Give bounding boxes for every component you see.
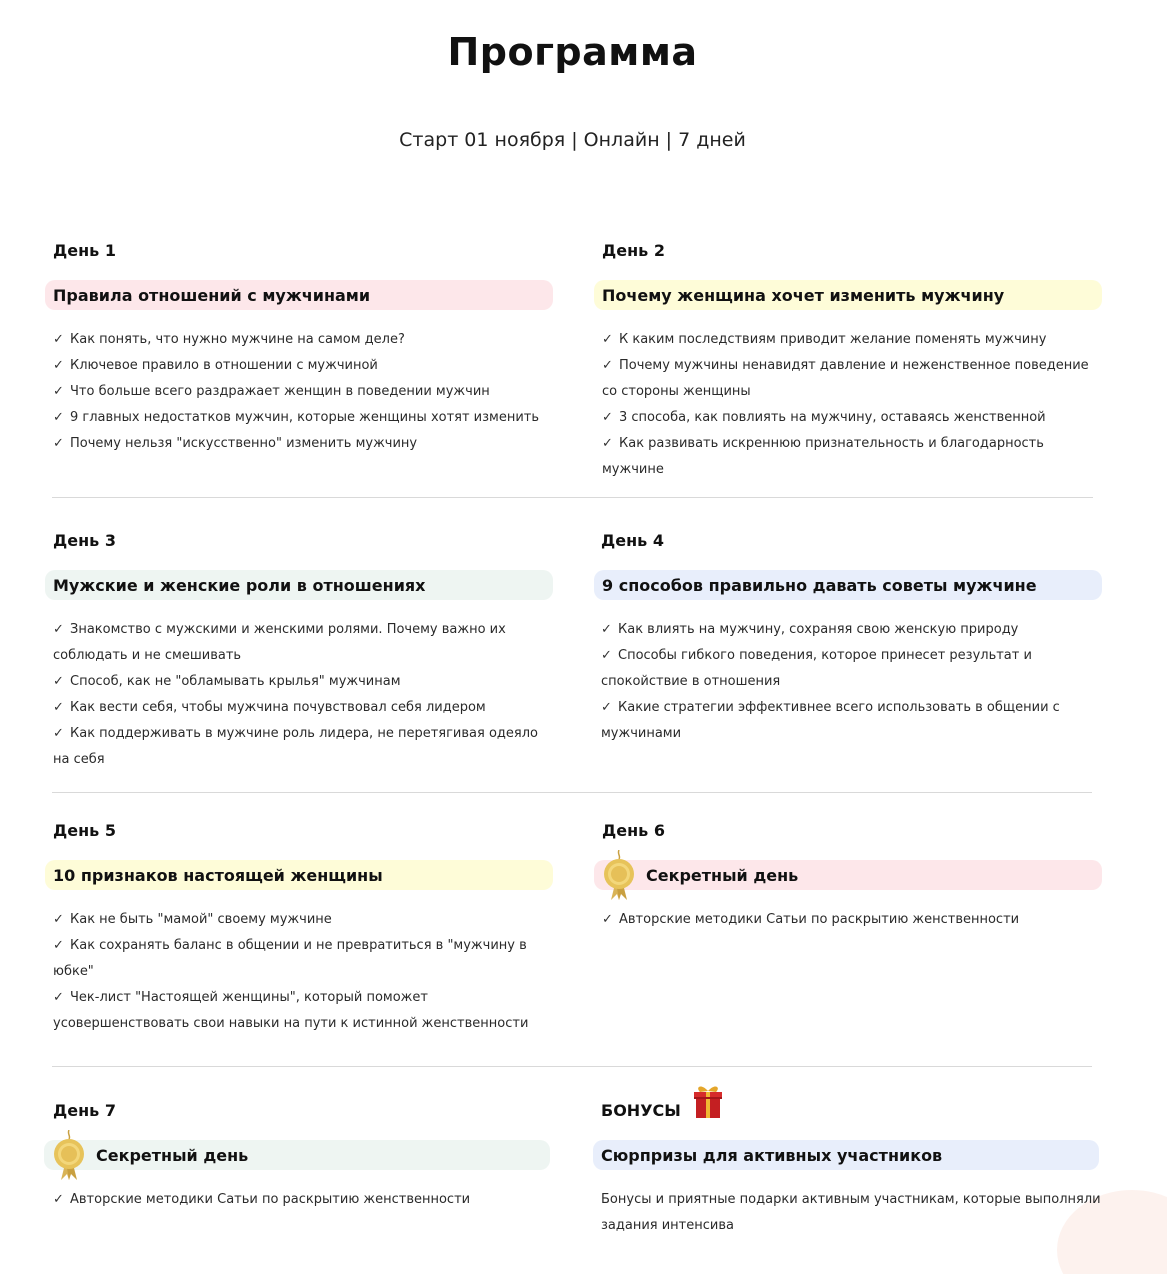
day-topic-text: Секретный день (646, 865, 799, 885)
list-item: ✓ 9 главных недостатков мужчин, которые женщины хотят изменить (53, 405, 553, 431)
list-item: ✓ К каким последствиям приводит желание поменять мужчину (602, 327, 1102, 353)
list-item: ✓ Как влиять на мужчину, сохраняя свою женскую природу (601, 617, 1101, 643)
list-item: ✓ Как развивать искреннюю признательность и благодарность мужчине (602, 431, 1102, 483)
day-label: День 5 (53, 821, 116, 840)
list-item: ✓ Как вести себя, чтобы мужчина почувствовал себя лидером (53, 695, 553, 721)
day-items (602, 327, 1102, 483)
day-topic-text: Секретный день (96, 1145, 249, 1165)
day-topic (44, 1140, 550, 1170)
check-icon: ✓ (53, 990, 64, 1005)
check-icon: ✓ (53, 938, 64, 953)
list-item: ✓ Почему нельзя "искусственно" изменить мужчину (53, 431, 553, 457)
day-topic-text: Почему женщина хочет изменить мужчину (602, 285, 1005, 305)
day-topic-text: Мужские и женские роли в отношениях (53, 575, 426, 595)
check-icon: ✓ (601, 622, 612, 637)
day-topic (45, 860, 553, 890)
list-item: ✓ Ключевое правило в отношении с мужчиной (53, 353, 553, 379)
list-item: ✓ Способ, как не "обламывать крылья" мужчинам (53, 669, 553, 695)
day-topic (45, 570, 553, 600)
check-icon: ✓ (53, 1192, 64, 1207)
check-icon: ✓ (53, 436, 64, 451)
check-icon: ✓ (53, 700, 64, 715)
day-label: День 4 (601, 531, 664, 550)
list-item: ✓ Как сохранять баланс в общении и не превратиться в "мужчину в юбке" (53, 933, 553, 985)
day-topic (594, 570, 1102, 600)
day-items (53, 327, 553, 457)
day-topic-text: Правила отношений с мужчинами (53, 285, 371, 305)
day-topic-text: 9 способов правильно давать советы мужчине (602, 575, 1037, 595)
list-item: ✓ Авторские методики Сатьи по раскрытию женственности (53, 1187, 553, 1213)
check-icon: ✓ (53, 332, 64, 347)
bonus-label (601, 1101, 681, 1120)
bonus-topic (593, 1140, 1099, 1170)
list-item: ✓ Как не быть "мамой" своему мужчине (53, 907, 553, 933)
check-icon: ✓ (602, 358, 613, 373)
check-icon: ✓ (602, 912, 613, 927)
check-icon: ✓ (602, 436, 613, 451)
bonus-topic-text: Сюрпризы для активных участников (601, 1145, 943, 1165)
day-topic (594, 280, 1102, 310)
day-label: День 6 (602, 821, 665, 840)
day-items (601, 617, 1101, 747)
list-item: ✓ Почему мужчины ненавидят давление и неженственное поведение со стороны женщины (602, 353, 1102, 405)
gold-seal-icon (52, 1130, 86, 1180)
divider (52, 497, 1093, 498)
list-item: ✓ Чек-лист "Настоящей женщины", который поможет усовершенствовать свои навыки на пути к истинной женственности (53, 985, 553, 1037)
check-icon: ✓ (53, 726, 64, 741)
day-topic-text: 10 признаков настоящей женщины (53, 865, 383, 885)
list-item: ✓ Как поддерживать в мужчине роль лидера, не перетягивая одеяло на себя (53, 721, 553, 773)
check-icon: ✓ (602, 332, 613, 347)
check-icon: ✓ (53, 410, 64, 425)
check-icon: ✓ (53, 384, 64, 399)
check-icon: ✓ (601, 700, 612, 715)
day-items (53, 907, 553, 1037)
gift-box-icon (691, 1083, 725, 1119)
day-topic (594, 860, 1102, 890)
check-icon: ✓ (602, 410, 613, 425)
day-items (602, 907, 1102, 933)
list-item: ✓ Как понять, что нужно мужчине на самом деле? (53, 327, 553, 353)
check-icon: ✓ (53, 912, 64, 927)
day-items (53, 1187, 553, 1213)
list-item: ✓ Что больше всего раздражает женщин в поведении мужчин (53, 379, 553, 405)
check-icon: ✓ (53, 358, 64, 373)
page-subtitle: Старт 01 ноября | Онлайн | 7 дней (399, 129, 746, 151)
day-label: День 3 (53, 531, 116, 550)
day-items (53, 617, 553, 773)
bonus-label-text: БОНУСЫ (601, 1101, 681, 1120)
day-label: День 2 (602, 241, 665, 260)
day-label: День 7 (53, 1101, 116, 1120)
list-item: ✓ Какие стратегии эффективнее всего использовать в общении с мужчинами (601, 695, 1101, 747)
check-icon: ✓ (53, 622, 64, 637)
list-item: ✓ Авторские методики Сатьи по раскрытию женственности (602, 907, 1102, 933)
page-title: Программа (447, 30, 698, 74)
check-icon: ✓ (53, 674, 64, 689)
divider (52, 1066, 1092, 1067)
day-topic (45, 280, 553, 310)
list-item: ✓ Знакомство с мужскими и женскими ролями. Почему важно их соблюдать и не смешивать (53, 617, 553, 669)
bonus-description: Бонусы и приятные подарки активным участникам, которые выполняли задания интенсива (601, 1192, 1101, 1233)
gold-seal-icon (602, 850, 636, 900)
day-label: День 1 (53, 241, 116, 260)
list-item: ✓ 3 способа, как повлиять на мужчину, оставаясь женственной (602, 405, 1102, 431)
check-icon: ✓ (601, 648, 612, 663)
list-item: ✓ Способы гибкого поведения, которое принесет результат и спокойствие в отношения (601, 643, 1101, 695)
divider (52, 792, 1092, 793)
